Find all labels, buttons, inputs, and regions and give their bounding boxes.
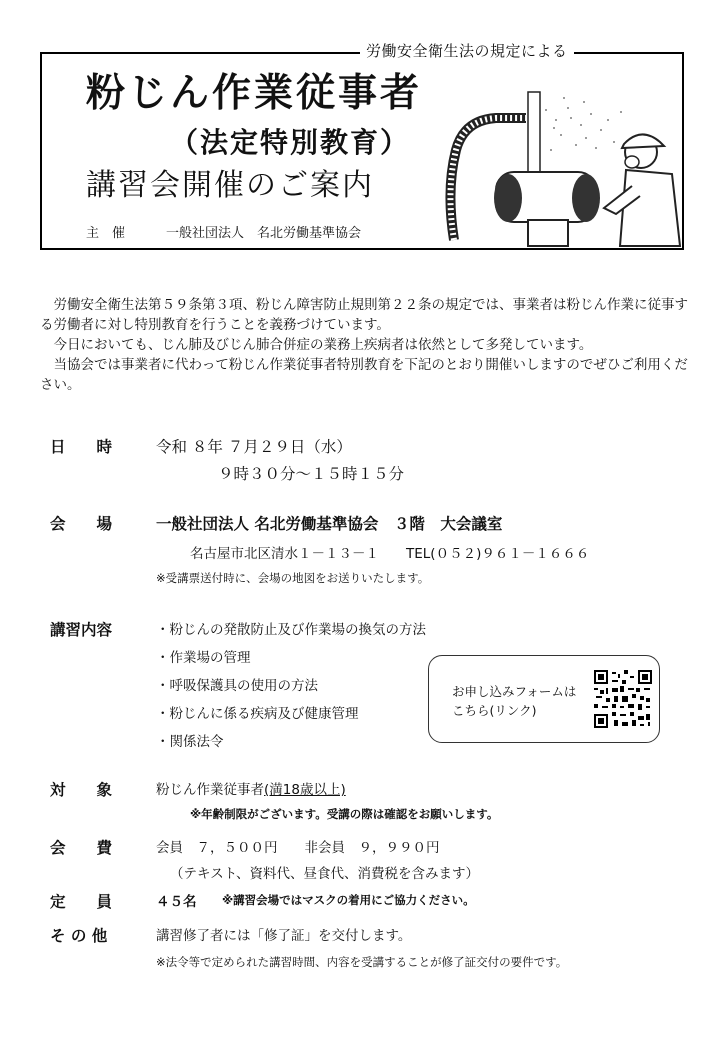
capacity-value: ４５名	[156, 894, 197, 910]
venue-note: ※受講票送付時に、会場の地図をお送りいたします。	[156, 571, 430, 585]
qr-code-icon[interactable]	[594, 670, 652, 728]
header-tag: 労働安全衛生法の規定による	[360, 40, 574, 61]
intro-paragraph: 当協会では事業者に代わって粉じん作業従事者特別教育を下記のとおり開催いしますのでぜひご利用ください。	[40, 357, 688, 393]
capacity-note: ※講習会場ではマスクの着用にご協力ください。	[222, 893, 475, 907]
datetime-label: 日 時	[50, 438, 113, 456]
content-item: ・作業場の管理	[156, 650, 251, 666]
fee-value: 会員 ７，５００円 非会員 ９，９９０円	[156, 840, 440, 856]
venue-name: 一般社団法人 名北労働基準協会 ３階 大会議室	[156, 515, 503, 533]
other-value: 講習修了者には「修了証」を交付します。	[156, 928, 412, 944]
content-item: ・呼吸保護具の使用の方法	[156, 678, 318, 694]
organizer-label: 主 催	[86, 226, 126, 241]
intro-text	[40, 295, 692, 395]
content-item: ・粉じんに係る疾病及び健康管理	[156, 706, 359, 722]
content-item: ・粉じんの発散防止及び作業場の換気の方法	[156, 622, 426, 638]
target-value	[156, 778, 346, 798]
content-label: 講習内容	[50, 621, 113, 639]
organizer-name: 一般社団法人 名北労働基準協会	[166, 226, 362, 241]
guide-title: 講習会開催のご案内	[86, 168, 374, 203]
intro-paragraph: 労働安全衛生法第５９条第３項、粉じん障害防止規則第２２条の規定では、事業者は粉じん作業に従事する労働者に対し特別教育を行うことを義務づけています。	[40, 297, 688, 333]
venue-address: 名古屋市北区清水１－１３－１ TEL(０５２)９６１－１６６６	[190, 546, 590, 562]
apply-line: こちら(リンク)	[452, 703, 537, 718]
target-main: 粉じん作業従事者	[156, 782, 264, 798]
other-note: ※法令等で定められた講習時間、内容を受講することが修了証交付の要件です。	[156, 955, 568, 969]
fee-label: 会 費	[50, 839, 113, 857]
venue-label: 会 場	[50, 515, 113, 533]
other-label: そ の 他	[50, 927, 108, 945]
grinding-worker-illustration-icon	[436, 90, 682, 248]
target-age: (満18歳以上)	[264, 782, 346, 798]
page-title: 粉じん作業従事者	[86, 71, 423, 116]
target-label: 対 象	[50, 781, 113, 799]
page-subtitle: （法定特別教育）	[170, 126, 411, 159]
datetime-time: ９時３０分～１５時１５分	[218, 465, 405, 483]
intro-paragraph: 今日においても、じん肺及びじん肺合併症の業務上疾病者は依然として多発しています。	[53, 337, 593, 353]
capacity-label: 定 員	[50, 893, 113, 911]
content-item: ・関係法令	[156, 734, 224, 750]
datetime-date: 令和 ８年 ７月２９日（水）	[156, 438, 352, 456]
target-note: ※年齢制限がございます。受講の際は確認をお願いします。	[190, 807, 499, 821]
apply-form-text[interactable]	[452, 682, 592, 720]
fee-note: （テキスト、資料代、昼食代、消費税を含みます）	[170, 866, 480, 882]
apply-line: お申し込みフォームは	[452, 684, 577, 699]
